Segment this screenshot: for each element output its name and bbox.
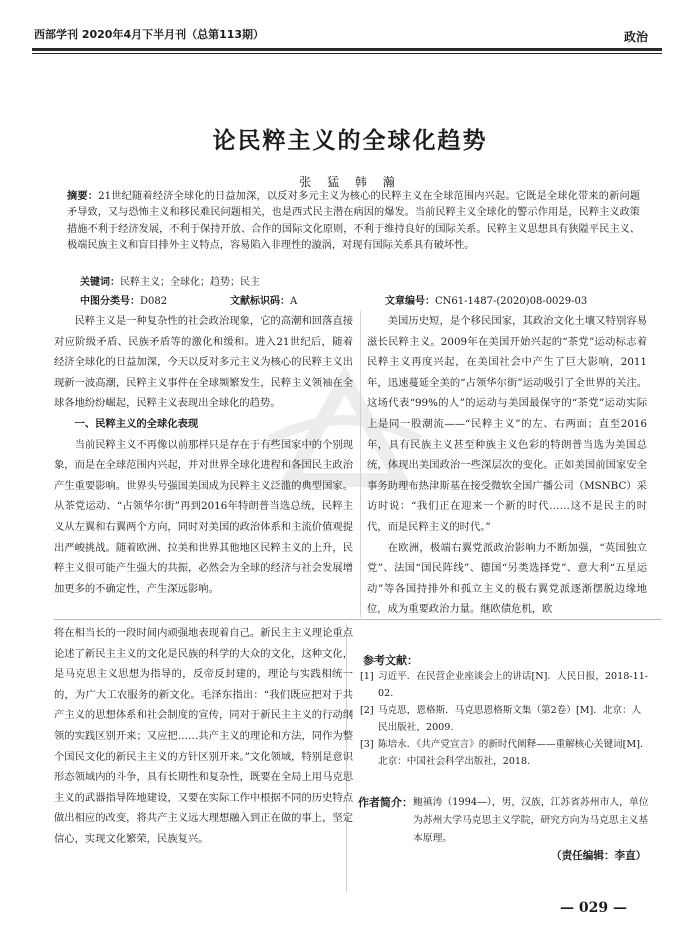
continued-text	[54, 623, 353, 850]
responsible-editor: （责任编辑：李直）	[551, 850, 647, 862]
column-right	[367, 311, 647, 620]
body-paragraph: 当前民粹主义不再像以前那样只是存在于有些国家中的个别现象，而是在全球范围内兴起，并对世界全球化进程和各国民主政治产生重要影响。世界头号强国美国成为民粹主义泛滥的典型国家。从茶党运动、“占领华尔街”再到2016年特朗普当选总统，民粹主义从左翼和右翼两个方向，同时对美国的政治体系和主流价值观提出严峻挑战。随着欧洲、拉美和世界其他地区民粹主义的上升，民粹主义很可能产生强大的共振，必然会为全球的经济与社会发展增加更多的不确定性，产生深远影响。	[54, 438, 353, 595]
intro-paragraph: 民粹主义是一种复杂性的社会政治现象，它的高潮和回落直接对应阶级矛盾、民族矛盾等的激化和缓和。进入21世纪后，随着经济全球化的日益加深，今天以反对多元主义为核心的民粹主义出现新一波高潮，民粹主义事件在全球频繁发生，民粹主义领袖在全球各地纷纷崛起，民粹主义表现出全球化的趋势。	[54, 315, 353, 410]
journal-header: 西部学刊 2020年4月下半月刊（总第113期）	[34, 28, 265, 41]
body-paragraph: 在欧洲，极端右翼党派政治影响力不断加强，“英国独立党”、法国“国民阵线”、德国“另类选择党”、意大利“五星运动”等各国持排外和孤立主义的极右翼党派逐渐摆脱边缘地位，成为重要政治力量。继欧债危机，欧	[367, 541, 647, 616]
column-left	[54, 311, 353, 599]
article-number-value: CN61-1487-(2020)08-0029-03	[435, 296, 588, 307]
clc-label: 中图分类号：	[80, 296, 140, 307]
reference-item	[360, 702, 650, 736]
references-heading: 参考文献：	[363, 654, 418, 667]
author-bio: 鲍禛涛（1994—），男，汉族，江苏省苏州市人，单位为苏州大学马克思主义学院，研究方向为马克思主义基本原理。	[413, 797, 649, 844]
reference-text: 习近平．在民营企业座谈会上的讲话[N]．人民日报，2018-11-02.	[378, 671, 649, 699]
section-label: 政治	[623, 30, 648, 44]
author-line: 张 猛 韩 瀚	[299, 175, 401, 189]
page-number: — 029 —	[560, 900, 627, 916]
reference-item	[360, 668, 650, 702]
page-section-rule	[54, 619, 662, 620]
body-paragraph: 将在相当长的一段时间内顽强地表现着自己。新民主主义理论重点论述了新民主主义的文化是民族的科学的大众的文化，这种文化，是马克思主义思想为指导的，反帝反封建的，理论与实践相统一的，为广大工农服务的新文化。毛泽东指出：“我们既应把对于共产主义的思想体系和社会制度的宣传，同对于新民主主义的行动纲领的实践区别开来；又应把……共产主义的理论和方法，同作为整个国民文化的新民主主义的方针区别开来。”文化领域，特别是意识形态领域内的斗争，具有长期性和复杂性，既要在全局上用马克思主义的武器指导阵地建设，又要在实际工作中根据不同的历史特点做出相应的改变，将共产主义远大理想融入到正在做的事上，坚定信心，实现文化繁荣，民族复兴。	[54, 627, 353, 845]
header-rule-thin	[32, 53, 662, 54]
reference-item	[360, 736, 650, 770]
abstract-label: 摘要：	[67, 191, 99, 202]
reference-text: 马克思，恩格斯．马克思恩格斯文集（第2卷）[M]．北京：人民出版社，2009.	[378, 705, 642, 733]
keywords-text: 民粹主义；全球化；趋势；民主	[120, 277, 260, 288]
section-heading: 一、民粹主义的全球化表现	[74, 417, 199, 430]
clc-field	[80, 292, 230, 307]
article-number-field	[385, 292, 587, 307]
reference-number: [2]	[360, 705, 374, 716]
classification-line	[80, 292, 587, 307]
article-title: 论民粹主义的全球化趋势	[212, 127, 488, 154]
header-rule	[32, 48, 662, 51]
reference-number: [3]	[360, 739, 374, 750]
article-number-label: 文章编号：	[385, 296, 435, 307]
doc-code-field	[230, 292, 385, 307]
keywords-label: 关键词：	[80, 277, 120, 288]
abstract-text: 21世纪随着经济全球化的日益加深，以反对多元主义为核心的民粹主义在全球范围内兴起。它既是全球化带来的新问题矛导致，又与恐怖主义和移民难民问题相关，也是西式民主潜在病因的爆发。当前民粹主义全球化的警示作用是，民粹主义政策措施不利于经济发展，不利于保持开放、合作的国际文化原则，不利于维持良好的国际关系。民粹主义思想具有狭隘平民主义、极端民族主义和盲目排外主义特点，容易陷入非理性的漩涡，对现有国际关系具有破坏性。	[67, 191, 641, 252]
reference-text: 陈培永．《共产党宣言》的新时代阐释——重解核心关键词[M]．北京：中国社会科学出版社，2018.	[378, 739, 650, 767]
doc-code-label: 文献标识码：	[230, 296, 290, 307]
author-bio-label: 作者简介：	[358, 796, 413, 809]
doc-code-value: A	[290, 296, 298, 307]
clc-value: D082	[140, 296, 168, 307]
column-divider	[360, 311, 361, 617]
abstract	[67, 189, 640, 255]
reference-number: [1]	[360, 671, 374, 682]
keywords	[80, 273, 260, 288]
body-paragraph: 美国历史短，是个移民国家，其政治文化土壤又特别容易滋长民粹主义。2009年在美国开始兴起的“茶党”运动标志着民粹主义再度兴起，在美国社会中产生了巨大影响，2011年，迅速蔓延全美的“占领华尔街”运动吸引了全世界的关注。这场代表“99%的人”的运动与美国最保守的“茶党”运动实际上是同一股潮流——“民粹主义”的左、右两面；直至2016年，具有民族主义甚至种族主义色彩的特朗普当选为美国总统，体现出美国政治一些深层次的变化。正如美国前国家安全事务助理布热津斯基在接受微软全国广播公司（MSNBC）采访时说：“我们正在迎来一个新的时代……这不是民主的时代，而是民粹主义的时代。”	[367, 315, 647, 533]
references-list	[360, 668, 650, 770]
